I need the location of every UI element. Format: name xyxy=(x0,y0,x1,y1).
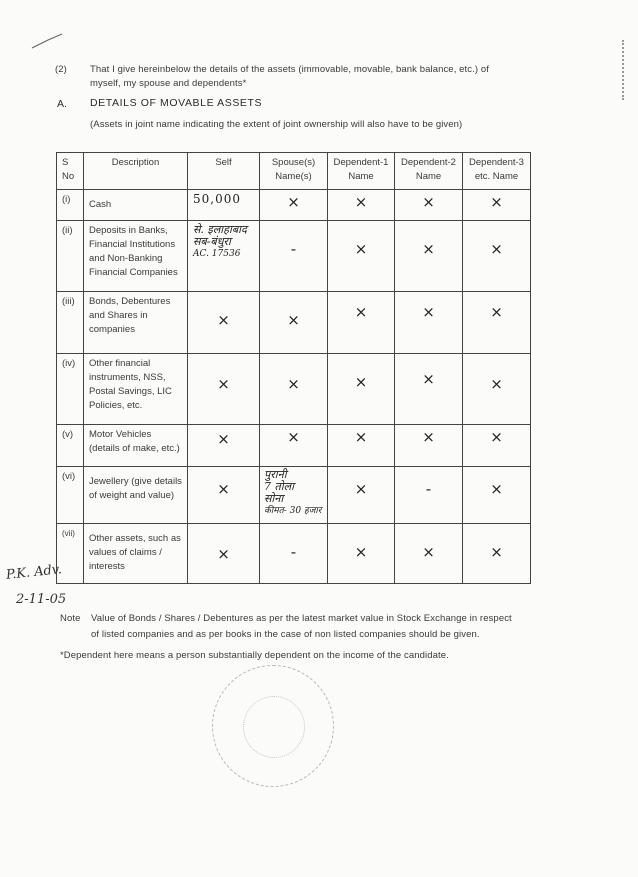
row-description: Motor Vehicles (details of make, etc.) xyxy=(84,425,188,467)
cross-mark: × xyxy=(354,428,368,446)
handwritten-line: कीमत- 30 हजार xyxy=(264,506,322,516)
cross-mark: × xyxy=(217,480,230,498)
seal-inner-ring xyxy=(243,696,305,758)
cross-mark: × xyxy=(354,240,368,258)
mark-cell xyxy=(328,354,395,425)
note-line-2: of listed companies and as per books in the case of non listed companies should be given. xyxy=(91,629,480,640)
mark-cell xyxy=(463,467,531,524)
cross-mark: × xyxy=(490,193,503,211)
handwritten-line: 7 तोला xyxy=(264,480,294,493)
cross-mark: × xyxy=(490,375,503,393)
cross-mark: × xyxy=(422,428,435,446)
row-description: Other assets, such as values of claims / interests xyxy=(84,524,188,584)
mark-cell xyxy=(395,425,463,467)
mark-cell xyxy=(463,190,531,221)
mark-cell xyxy=(395,524,463,584)
mark-cell xyxy=(463,292,531,354)
table-row xyxy=(57,425,531,467)
cross-mark: × xyxy=(422,543,435,561)
note-line-1: Value of Bonds / Shares / Debentures as per the latest market value in Stock Exchange in respect xyxy=(91,613,512,624)
mark-cell xyxy=(395,221,463,292)
cross-mark: × xyxy=(354,480,368,498)
mark-cell xyxy=(188,292,260,354)
mark-cell xyxy=(328,221,395,292)
dash-mark: - xyxy=(425,480,432,498)
mark-cell xyxy=(463,221,531,292)
section-title: DETAILS OF MOVABLE ASSETS xyxy=(90,97,263,109)
table-row xyxy=(57,354,531,425)
handwritten-line: सोना xyxy=(264,492,284,505)
intro-line-2: myself, my spouse and dependents* xyxy=(90,78,247,89)
dash-mark: - xyxy=(290,543,297,561)
mark-cell xyxy=(328,190,395,221)
margin-signature: P.K. Adv. xyxy=(5,562,63,583)
row-description: Jewellery (give details of weight and value) xyxy=(84,467,188,524)
mark-cell xyxy=(260,221,328,292)
row-description: Other financial instruments, NSS, Postal Savings, LIC Policies, etc. xyxy=(84,354,188,425)
cross-mark: × xyxy=(217,311,230,329)
header-spouse: Spouse(s) Name(s) xyxy=(260,153,328,190)
row-description: Bonds, Debentures and Shares in companies xyxy=(84,292,188,354)
mark-cell xyxy=(328,292,395,354)
row-description: Deposits in Banks, Financial Institutions and Non-Banking Financial Companies xyxy=(84,221,188,292)
row-sno: (iii) xyxy=(57,292,84,354)
mark-cell xyxy=(328,467,395,524)
section-note: (Assets in joint name indicating the extent of joint ownership will also have to be given) xyxy=(90,119,463,130)
mark-cell xyxy=(395,292,463,354)
mark-cell xyxy=(463,524,531,584)
self-deposit-detail xyxy=(188,221,260,292)
cross-mark: × xyxy=(354,543,368,561)
mark-cell xyxy=(395,467,463,524)
table-header-row xyxy=(57,153,531,190)
mark-cell xyxy=(260,190,328,221)
header-dependent-2: Dependent-2 Name xyxy=(395,153,463,190)
section-letter: A. xyxy=(57,98,67,110)
mark-cell xyxy=(188,467,260,524)
dash-mark: - xyxy=(290,240,297,258)
cross-mark: × xyxy=(490,428,503,446)
mark-cell xyxy=(328,425,395,467)
cross-mark: × xyxy=(354,373,368,391)
cross-mark: × xyxy=(490,480,503,498)
row-sno: (ii) xyxy=(57,221,84,292)
mark-cell xyxy=(188,524,260,584)
row-description: Cash xyxy=(84,190,188,221)
mark-cell xyxy=(188,354,260,425)
margin-signature-date: 2-11-05 xyxy=(16,592,67,607)
header-dependent-3: Dependent-3 etc. Name xyxy=(463,153,531,190)
cross-mark: × xyxy=(422,193,435,211)
mark-cell xyxy=(260,354,328,425)
mark-cell xyxy=(395,190,463,221)
table-row xyxy=(57,190,531,221)
row-sno: (vii) xyxy=(57,524,84,584)
row-sno: (iv) xyxy=(57,354,84,425)
header-sno: S No xyxy=(57,153,84,190)
handwritten-line: AC. 17536 xyxy=(193,249,241,259)
header-description: Description xyxy=(84,153,188,190)
cross-mark: × xyxy=(287,428,300,446)
cross-mark: × xyxy=(490,303,503,321)
header-self: Self xyxy=(188,153,260,190)
cross-mark: × xyxy=(354,303,368,321)
cross-mark: × xyxy=(422,370,435,388)
cross-mark: × xyxy=(490,543,503,561)
header-dependent-1: Dependent-1 Name xyxy=(328,153,395,190)
row-sno: (i) xyxy=(57,190,84,221)
intro-line-1: That I give hereinbelow the details of the assets (immovable, movable, bank balance, etc.) of xyxy=(90,64,490,75)
cross-mark: × xyxy=(217,545,230,563)
movable-assets-table xyxy=(56,152,530,583)
mark-cell xyxy=(260,524,328,584)
scan-edge-mark xyxy=(622,40,632,100)
mark-cell xyxy=(260,292,328,354)
table-row xyxy=(57,292,531,354)
faint-seal-stamp xyxy=(212,665,334,787)
cross-mark: × xyxy=(422,303,435,321)
mark-cell xyxy=(188,425,260,467)
cross-mark: × xyxy=(287,311,300,329)
mark-cell xyxy=(260,425,328,467)
cross-mark: × xyxy=(287,193,300,211)
cross-mark: × xyxy=(217,430,230,448)
cross-mark: × xyxy=(287,375,300,393)
note-label: Note xyxy=(60,613,81,624)
mark-cell xyxy=(463,354,531,425)
corner-pen-mark xyxy=(28,30,68,52)
mark-cell xyxy=(395,354,463,425)
table-row xyxy=(57,467,531,524)
handwritten-line: से. इलाहाबाद xyxy=(193,223,247,236)
item-number: (2) xyxy=(55,64,67,75)
cross-mark: × xyxy=(354,193,368,211)
row-sno: (v) xyxy=(57,425,84,467)
handwritten-line: सब-बंधुरा xyxy=(193,235,231,248)
table-row xyxy=(57,524,531,584)
cross-mark: × xyxy=(422,240,435,258)
handwritten-line: पुरानी xyxy=(264,468,287,481)
footnote: *Dependent here means a person substantially dependent on the income of the candidate. xyxy=(60,650,449,661)
handwritten-value: 50,000 xyxy=(193,192,241,206)
cross-mark: × xyxy=(490,240,503,258)
mark-cell xyxy=(328,524,395,584)
row-sno: (vi) xyxy=(57,467,84,524)
spouse-jewellery-detail xyxy=(260,467,328,524)
mark-cell xyxy=(463,425,531,467)
table-row xyxy=(57,221,531,292)
self-cash-value xyxy=(188,190,260,221)
cross-mark: × xyxy=(217,375,230,393)
